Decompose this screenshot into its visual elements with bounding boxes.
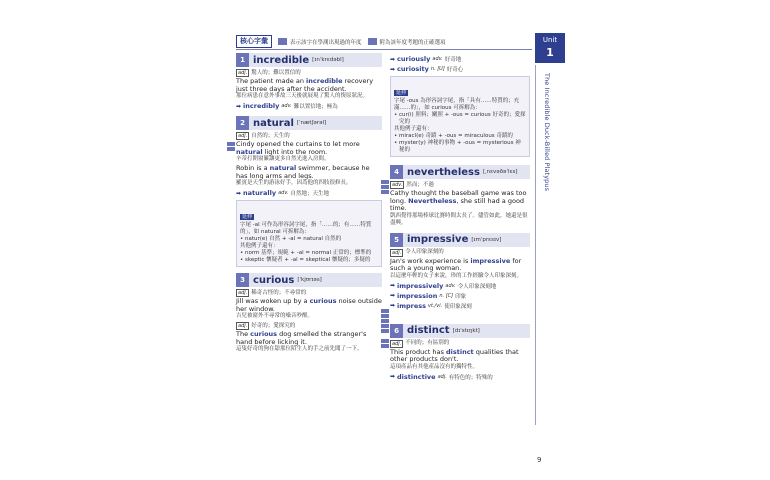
arrow-right-icon: ➡ [236,102,242,110]
unit-number: 1 [546,46,554,59]
entry-head [390,233,530,247]
tip-item: • norm 基準；規範 + -al = normal 正常的；標準的 [240,250,378,257]
arrow-right-icon: ➡ [390,65,396,73]
pos-line [236,322,382,330]
example-zh: 辛蒂打開窗簾讓更多自然光進入房間。 [236,156,330,162]
example-zh: 這隻好奇的狗在舔那位陌生人的手之前先聞了一下。 [236,346,363,352]
example [236,298,382,320]
unit-box [535,33,565,63]
year-marker-icon [381,190,389,194]
derivative-word: incredibly [243,102,280,110]
example-en [236,141,382,156]
example [390,258,530,280]
header-note-years-text: 表示該字在學測出現過的年度 [290,39,362,46]
arrow-right-icon: ➡ [390,55,396,63]
example-en [236,331,382,346]
arrow-right-icon: ➡ [390,302,396,309]
unit-side-tab [535,33,565,428]
example-keyword: distinct [445,347,474,356]
example-en [390,190,530,213]
pos-line [236,132,382,140]
derivative-pos: n. [C] [439,292,454,299]
year-marker-icon [381,339,389,343]
header-note-years [278,38,362,46]
year-markers [227,142,235,152]
entry-head [236,53,382,67]
definition-zh: 不同的；有區別的 [405,340,450,346]
year-marker-icon [381,329,389,333]
entry-head [236,273,382,287]
derivative-zh: 印象 [455,293,467,300]
year-marker-icon [227,147,235,151]
entry-number: 5 [390,233,403,247]
year-markers [381,339,389,349]
headword: nevertheless [407,166,480,178]
pos-tag: adj. [238,290,248,296]
tip-subheading: 其他例子還有： [394,126,433,132]
example-en [390,349,530,364]
derivative-pos: adj. [437,373,447,380]
example [236,78,382,100]
derivative-pos: adv. [281,103,292,109]
derivative [390,55,530,63]
example-text: qualities that other products don't. [390,347,519,363]
derivative-word: naturally [243,189,277,197]
unit-title: The Incredible Duck-Billed Platypus [543,73,551,192]
example [390,190,530,227]
tip-item: • skeptic 懷疑者 + -al = skeptical 懷疑的；多疑的 [240,257,378,264]
pronunciation: [ˌnɛvəðəˈlɛs] [482,169,518,175]
tip-label: 延伸 [396,90,407,96]
answer-marker-icon [368,38,377,45]
entry-head [390,165,530,179]
pronunciation: [ˈnætʃərəl] [296,120,327,126]
definition-zh: 然而；不過 [406,181,434,188]
entry-number: 4 [390,165,403,179]
derivative [390,302,530,310]
derivative-zh: 自然地；天生地 [290,191,329,197]
example-en [236,78,382,93]
year-marker-icon [227,142,235,146]
pos-tag: adj. [392,249,402,256]
entry-number: 2 [236,116,249,130]
example-keyword: Nevertheless [408,196,457,205]
entry-number: 1 [236,53,249,67]
year-marker-icon [381,180,389,184]
derivative-word: impress [397,301,427,310]
tip-intro: 字尾 -al 可作為形容詞字尾，指「……的；有……特質的」，如 natural 可拆解為： [240,222,372,235]
example-text: noise outside her window. [236,297,382,313]
arrow-right-icon: ➡ [236,189,242,197]
definition-zh: 好奇的；愛探究的 [251,322,296,329]
entry-distinct [390,324,530,381]
example-zh: 以這麼年輕的女子來說，珍的工作經驗令人印象深刻。 [390,272,523,279]
example-zh: 這項產品有其他產品沒有的獨特性。 [390,363,479,370]
example [236,165,382,187]
derivative-word: curiously [397,55,431,63]
arrow-right-icon: ➡ [390,373,396,380]
derivative [390,282,530,290]
example-text: recovery just three days after the accident. [236,77,374,93]
example-keyword: curious [250,330,278,338]
derivative-zh: 令人印象深刻地 [457,283,497,290]
page-number: 9 [537,456,542,464]
headword: natural [253,117,294,129]
tip-item: • natur(e) 自然 + -al = natural 自然的 [240,236,378,243]
example-text: Jan's work experience is [390,256,471,265]
right-column [390,53,530,387]
pos-tag: adj. [238,323,248,329]
example-text: swimmer, because he has long arms and legs. [236,164,370,180]
tip-list [240,250,378,264]
example-text: Robin is a [236,164,270,172]
definition-zh: 令人印象深刻的 [405,249,444,255]
pos-line [236,289,382,297]
example-text: The patient made an [236,77,307,85]
left-column [236,53,382,359]
example-keyword: impressive [470,256,511,265]
derivative-zh: 有特色的；特殊的 [448,374,493,381]
pos-tag: adj. [238,133,248,139]
derivative-word: impressively [397,281,444,290]
derivative-word: impression [397,291,438,300]
derivative-word: distinctive [397,372,436,381]
year-marker-icon [381,319,389,323]
tip-subheading: 其他例子還有： [240,243,279,249]
pronunciation: [ˈkjʊrɪəs] [297,277,322,283]
page-header [236,35,532,48]
year-markers [381,180,389,195]
derivative [236,102,382,110]
tip-list [394,112,526,126]
tip-item: • miracl(e) 奇蹟 + -ous = miraculous 奇蹟的 [394,133,526,140]
example [390,349,530,371]
derivative-pos: n. [U] [430,66,445,72]
definition-zh: 驚人的；難以置信的 [251,69,301,76]
headword: incredible [253,54,310,66]
pos-line [390,181,530,189]
example-zh: 吉兒被窗外不尋常的噪音吵醒。 [236,313,314,319]
example-text: This product has [390,347,446,356]
example [236,141,382,163]
derivative-zh: 使印象深刻 [444,303,472,310]
derivative-pos: adv. [432,56,443,62]
derivative [390,65,530,73]
tip-item: • myster(y) 神秘的事物 + -ous = mysterious 神秘的 [394,140,526,154]
entry-curious [236,273,382,353]
example-keyword: natural [236,147,263,156]
derivative-pos: vt./vi. [428,302,443,309]
example-zh: 羅賓是天生的游泳好手，因為他的四肢很修長。 [236,180,352,186]
entry-impressive [390,233,530,310]
derivative-zh: 好奇心 [446,67,464,73]
tip-item: • cur(i) 照料；關照 + -ous = curious 好奇的；愛探究的 [394,112,526,126]
pos-tag: adj. [392,340,402,347]
pos-line [390,249,530,257]
example-text: dog smelled the stranger's hand before licking it. [236,330,367,346]
header-note-answers [368,38,446,46]
entry-number: 3 [236,273,249,287]
pos-line [390,340,530,348]
arrow-right-icon: ➡ [390,292,396,299]
example-text: , she still had a good time. [390,196,525,212]
example-text: Jill was woken up by a [236,297,310,305]
tip-label: 延伸 [242,214,253,220]
example-text: The [236,330,251,338]
year-marker-icon [381,344,389,348]
example [236,331,382,353]
year-marker-icon [381,309,389,313]
example-text: light into the room. [262,147,328,156]
example-keyword: curious [309,297,337,305]
headword: curious [253,274,295,286]
entry-natural [236,116,382,267]
example-zh: 凱西覺得那場棒球比賽時間太長了。儘管如此，她還是很盡興。 [390,212,528,226]
example-keyword: incredible [306,77,343,85]
derivative [390,292,530,300]
derivative [390,373,530,381]
definition-zh: 自然的；天生的 [251,132,290,139]
derivative-word: curiosity [397,65,429,73]
derivative-pos: adv. [278,190,289,196]
headword: impressive [407,234,469,245]
extension-tip [236,200,382,267]
tip-list [394,133,526,154]
example-text: Cathy thought the baseball game was too long. [390,189,527,205]
tip-intro: 字尾 -ous 為形容詞字尾，指「具有……特質的；充滿……的」，如 curious 可拆解為： [394,98,520,111]
pos-tag: adv. [392,182,403,188]
entry-nevertheless [390,165,530,227]
entry-head [236,116,382,130]
definition-zh: 稀奇古怪的；不尋常的 [251,289,307,296]
example-en [390,258,530,273]
side-rule [535,65,536,425]
arrow-right-icon: ➡ [390,282,396,289]
headword: distinct [407,325,450,336]
example-keyword: natural [269,164,297,172]
example-en [236,165,382,180]
year-markers [381,309,389,334]
year-marker-icon [381,314,389,318]
example-zh: 那位病患在意外事故三天後就展現了驚人的復原狀況。 [236,93,369,99]
derivative-zh: 好奇地 [444,57,462,63]
pronunciation: [dɪˈstɪŋkt] [452,327,480,334]
core-vocabulary-badge: 核心字彙 [236,35,272,48]
year-marker-icon [381,324,389,328]
pos-line [236,69,382,77]
example-text: Cindy opened the curtains to let more [236,140,360,148]
pos-tag: adj. [238,70,248,76]
entry-head [390,324,530,338]
header-note-answers-text: 附為該年度考題的正確選項 [379,39,446,46]
derivative [236,189,382,197]
entry-number: 6 [390,324,403,338]
tip-list [240,236,378,243]
example-text: for such a young woman. [390,256,522,272]
derivative-pos: adv. [445,282,456,289]
year-marker-icon [381,185,389,189]
entry-incredible [236,53,382,110]
header-divider [236,49,532,50]
year-marker-icon [278,38,287,45]
pronunciation: [ɪmˈprɛsɪv] [471,236,502,243]
example-en [236,298,382,313]
derivative-zh: 難以置信地；極為 [293,104,338,110]
pronunciation: [ɪnˈkrɛdəbl] [312,57,344,63]
unit-label: Unit [542,36,558,44]
extension-tip [390,76,530,157]
